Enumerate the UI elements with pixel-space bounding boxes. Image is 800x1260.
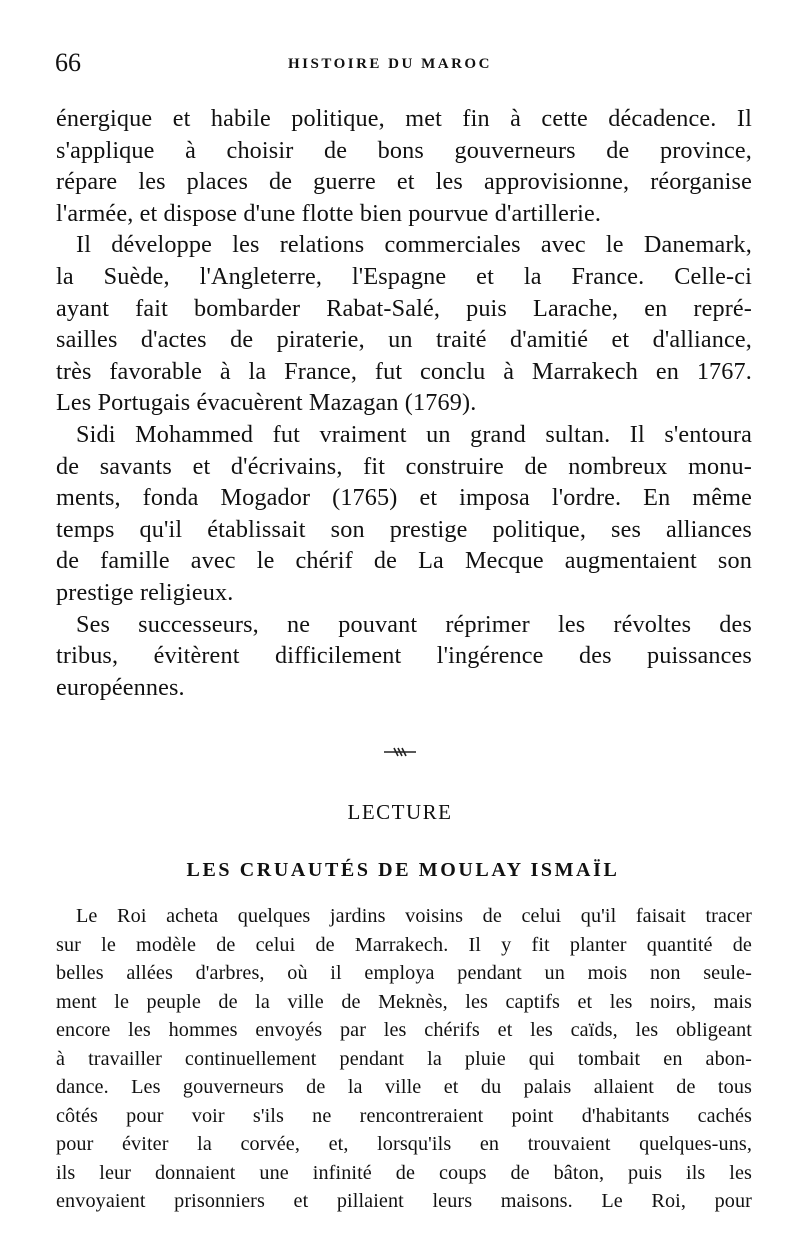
section-ornament <box>380 745 420 759</box>
main-text <box>56 103 752 703</box>
text-line: de famille avec le chérif de La Mecque augmentaient son <box>56 547 752 575</box>
reading-line: pour éviter la corvée, et, lorsqu'ils en trouvaient quelques-uns, <box>56 1133 752 1155</box>
reading-line: dance. Les gouverneurs de la ville et du palais allaient de tous <box>56 1076 752 1098</box>
text-line: énergique et habile politique, met fin à cette décadence. Il <box>56 105 752 132</box>
text-line: s'applique à choisir de bons gouverneurs de province, <box>56 136 752 164</box>
text-line: tribus, évitèrent difficilement l'ingérence des puissances <box>56 642 752 670</box>
text-line: prestige religieux. <box>56 578 234 606</box>
running-title: HISTOIRE DU MAROC <box>288 56 492 72</box>
text-line: Ses successeurs, ne pouvant réprimer les révoltes des <box>76 610 752 638</box>
text-line: ments, fonda Mogador (1765) et imposa l'ordre. En même <box>56 484 752 512</box>
text-line: répare les places de guerre et les approvisionne, réorganise <box>56 168 752 196</box>
reading-text <box>56 902 752 1216</box>
reading-line: côtés pour voir s'ils ne rencontreraient point d'habitants cachés <box>56 1104 752 1127</box>
reading-line: belles allées d'arbres, où il employa pendant un mois non seule- <box>56 962 752 984</box>
reading-line: Le Roi acheta quelques jardins voisins de celui qu'il faisait tracer <box>76 905 752 927</box>
text-line: Il développe les relations commerciales avec le Danemark, <box>76 231 752 259</box>
running-head <box>55 46 755 80</box>
page-number: 66 <box>55 48 81 77</box>
text-line: ayant fait bombarder Rabat-Salé, puis Larache, en repré- <box>56 294 752 322</box>
text-line: la Suède, l'Angleterre, l'Espagne et la France. Celle-ci <box>56 262 752 290</box>
reading-line: envoyaient prisonniers et pillaient leurs maisons. Le Roi, pour <box>56 1190 752 1212</box>
text-line: Sidi Mohammed fut vraiment un grand sultan. Il s'entoura <box>76 420 752 448</box>
reading-line: ils leur donnaient une infinité de coups de bâton, puis ils les <box>56 1161 752 1184</box>
text-line: temps qu'il établissait son prestige politique, ses alliances <box>56 515 752 543</box>
text-line: européennes. <box>56 673 185 701</box>
reading-line: sur le modèle de celui de Marrakech. Il y fit planter quantité de <box>56 933 752 956</box>
reading-line: encore les hommes envoyés par les chérifs et les caïds, les obligeant <box>56 1019 752 1041</box>
reading-line: ment le peuple de la ville de Meknès, les captifs et les noirs, mais <box>56 990 752 1013</box>
reading-line: à travailler continuellement pendant la pluie qui tombait en abon- <box>56 1047 752 1070</box>
text-line: de savants et d'écrivains, fit construire de nombreux monu- <box>56 452 752 480</box>
reading-title: LES CRUAUTÉS DE MOULAY ISMAÏL <box>186 859 620 881</box>
text-line: l'armée, et dispose d'une flotte bien pourvue d'artillerie. <box>56 199 602 227</box>
text-line: Les Portugais évacuèrent Mazagan (1769). <box>56 389 477 417</box>
text-line: sailles d'actes de piraterie, un traité d'amitié et d'alliance, <box>56 326 752 354</box>
section-heading: LECTURE <box>347 800 453 824</box>
text-line: très favorable à la France, fut conclu à Marrakech en 1767. <box>56 357 752 385</box>
